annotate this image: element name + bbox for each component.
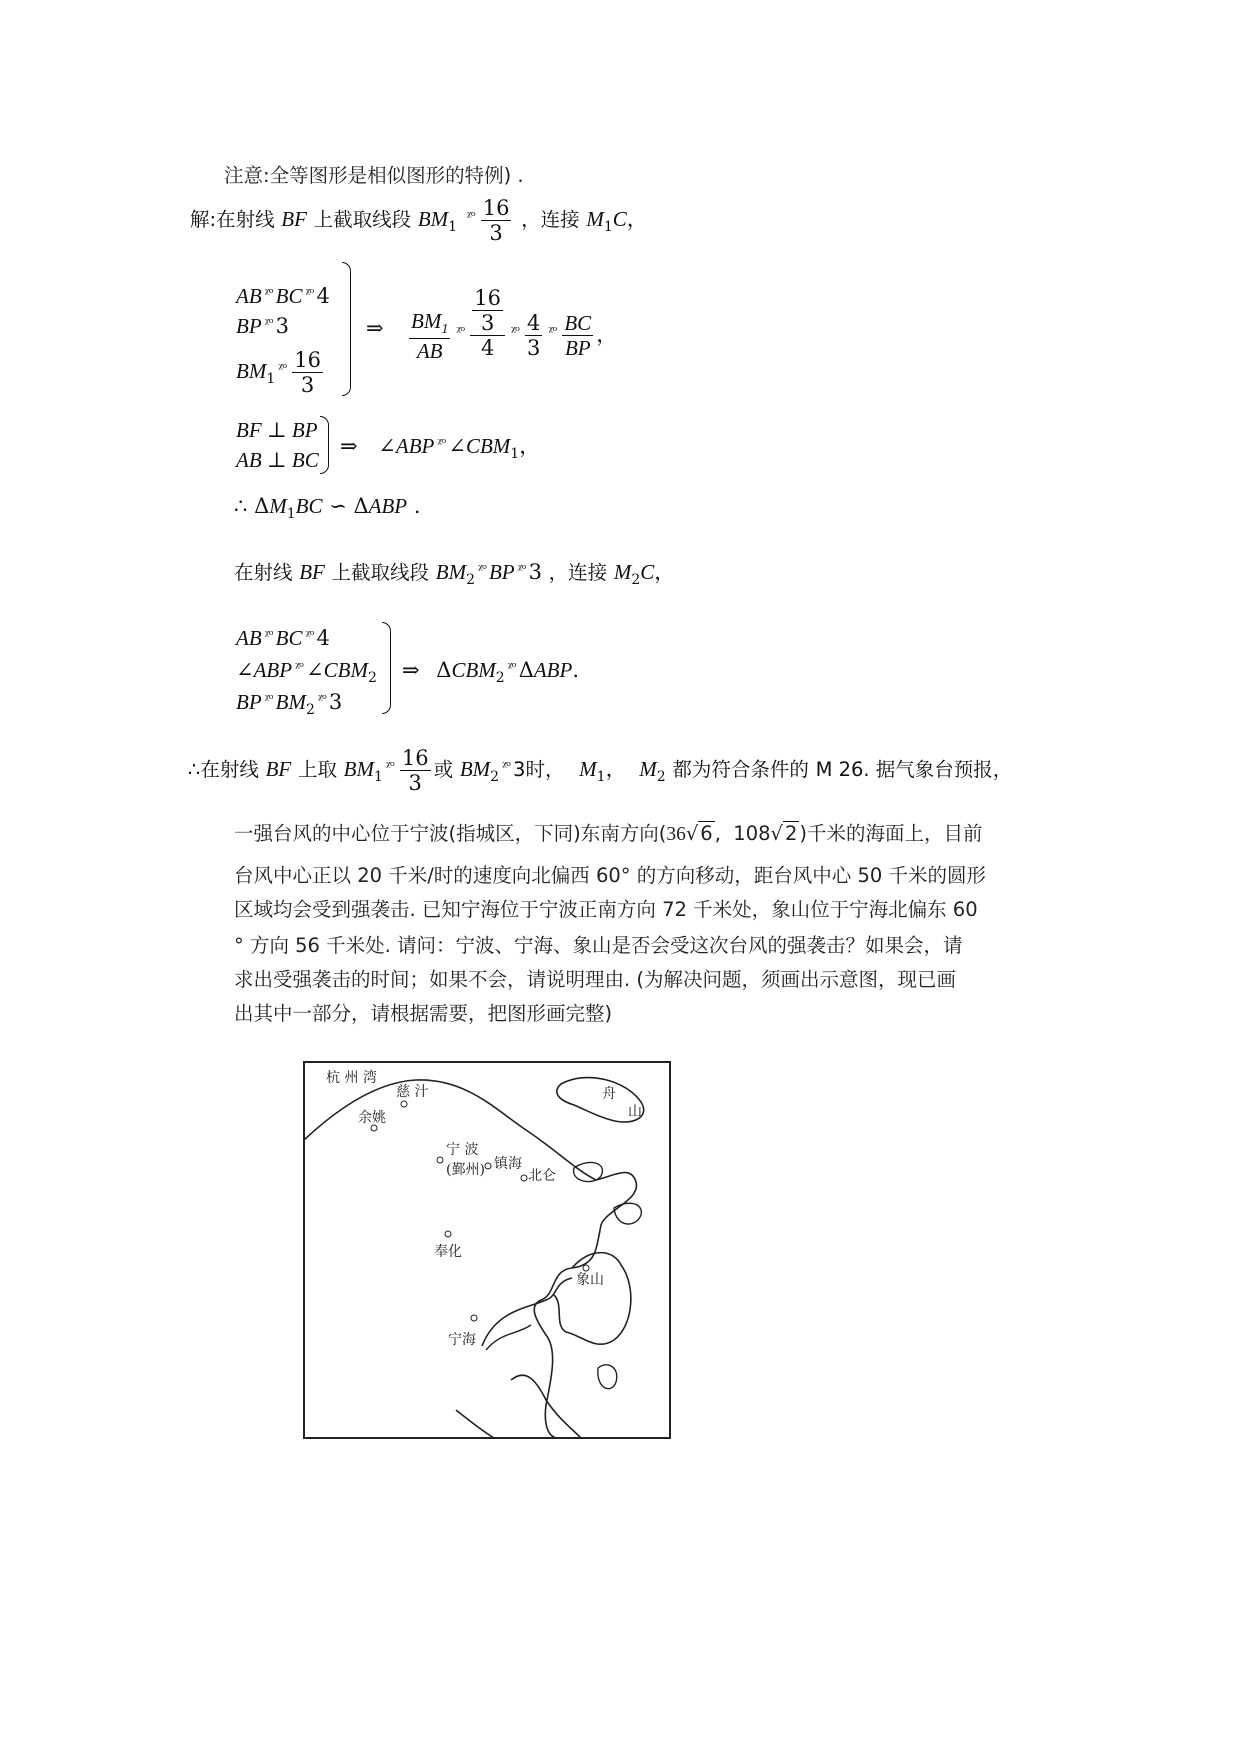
fraction-BM1-AB: [409, 309, 450, 363]
sys3-rhs: [402, 660, 579, 685]
solution-prefix: 解:在射线: [190, 208, 275, 232]
frac-num: 16: [482, 196, 510, 220]
implies-1: ⇒: [366, 316, 384, 340]
label-xiangshan: 象山: [576, 1272, 604, 1288]
sys1-3: 3: [275, 314, 289, 338]
frac-den: AB: [416, 338, 443, 363]
sys3-BC: BC: [275, 626, 303, 650]
sub-2: 2: [466, 572, 475, 588]
therefore-sign: ∴: [234, 494, 248, 518]
map-svg: [296, 1050, 716, 1450]
var-M2: M: [639, 757, 657, 782]
brace-sys1: [342, 262, 351, 396]
eq-glyph: ᵡᵒ: [548, 324, 557, 340]
sys3-line1: [236, 628, 330, 649]
comma: ，: [626, 207, 648, 232]
frac-den: 3: [489, 221, 503, 246]
var-BC: BC: [295, 494, 323, 518]
label-cixi: 慈 汁: [396, 1084, 429, 1100]
sys3-3: 3: [328, 690, 343, 714]
frac-den: 3: [300, 373, 315, 398]
conclusion-line: [188, 746, 1012, 795]
var-BM: BM: [417, 207, 449, 232]
map-figure: [296, 1050, 716, 1450]
comma: ，: [605, 757, 627, 782]
brace-sys3: [382, 622, 391, 714]
var-M: M: [613, 560, 632, 584]
eq-glyph: ᵡᵒ: [502, 759, 511, 775]
var-BP: BP: [488, 560, 515, 584]
eq-glyph: ᵡᵒ: [511, 324, 519, 340]
eq-glyph: ᵡᵒ: [507, 660, 516, 675]
sys2-line1: BF ⊥ BP: [236, 418, 318, 442]
sub-1b: 1: [603, 219, 613, 236]
sub-2: 2: [368, 670, 377, 686]
problem-line1-b: )千米的海面上，目前: [799, 822, 983, 845]
second-cut: [234, 562, 675, 587]
sys1-rhs: [406, 286, 617, 363]
var-M: M: [586, 207, 604, 232]
var-M1: M: [579, 757, 597, 782]
take-text: 上取: [297, 758, 337, 782]
label-yinzhou: (鄞州): [446, 1162, 485, 1178]
var-BM: BM: [459, 757, 491, 782]
frac-den: 4: [480, 336, 495, 361]
implies-3: ⇒: [402, 658, 420, 682]
sys2-line2: AB ⊥ BC: [236, 448, 319, 472]
delta: Δ: [518, 658, 534, 682]
sys1-line3: [236, 348, 326, 397]
eq-glyph: ᵡᵒ: [517, 562, 526, 577]
conclusion-tail: 都为符合条件的: [672, 758, 809, 782]
note-line: 注意:全等图形是相似图形的特例) .: [224, 164, 524, 187]
var-BM: BM: [343, 757, 374, 782]
comma: ，: [654, 560, 676, 584]
sys3-line3: [236, 692, 342, 717]
sub-1: 1: [266, 371, 276, 388]
sub-2: 2: [305, 702, 315, 718]
sub-2: 2: [495, 670, 505, 686]
sys1-4: 4: [316, 284, 330, 308]
label-hangzhou: 杭 州 湾: [326, 1070, 377, 1086]
label-zhoushan: 舟: [602, 1086, 616, 1102]
frac-num: $BM_1$: [409, 309, 450, 339]
var-ABP: ABP: [533, 658, 573, 682]
frac-num: BC: [564, 311, 592, 336]
delta: Δ: [353, 494, 369, 518]
var-CBM: CBM: [451, 658, 496, 682]
connect-text: ，连接: [548, 561, 608, 584]
problem-line-2: 台风中心正以 20 千米/时的速度向北偏西 60° 的方向移动，距台风中心 50 千米的圆形: [234, 864, 986, 887]
problem-line-4: ° 方向 56 千米处. 请问：宁波、宁海、象山是否会受这次台风的强袭击？如果会，请: [234, 934, 963, 957]
cut-text: 上截取线段: [331, 561, 430, 584]
sys2-rhs: [340, 436, 540, 461]
frac-den: 3: [408, 771, 422, 796]
label-fenghua: 奉化: [434, 1244, 462, 1260]
var-BF: BF: [265, 757, 292, 782]
coord-sep: ,: [714, 822, 721, 845]
var-BM: BM: [435, 560, 467, 584]
eq-glyph: ᵡᵒ: [317, 692, 326, 707]
label-yuyao: 余姚: [358, 1110, 386, 1126]
similar-sign: ∽: [329, 494, 347, 518]
inner-den: 3: [480, 311, 495, 336]
comma: ，: [519, 434, 541, 458]
eq-glyph: ᵡᵒ: [264, 316, 273, 331]
eq-glyph: ᵡᵒ: [456, 324, 465, 340]
sys1-BM1: BM: [236, 359, 267, 384]
period: .: [413, 494, 421, 518]
val-3: 3: [528, 560, 542, 584]
fraction-nested: [470, 286, 505, 360]
eq-glyph: ᵡᵒ: [385, 759, 394, 775]
comma: ，: [596, 322, 618, 347]
delta: Δ: [254, 494, 270, 518]
label-beilun: 北仑: [528, 1168, 556, 1184]
problem-line-6: 出其中一部分，请根据需要，把图形画完整): [234, 1002, 613, 1025]
sys1-line2: [236, 316, 289, 337]
label-zhoushan-2: 山: [628, 1104, 642, 1120]
frac-den: BP: [564, 336, 591, 361]
var-ABP: ABP: [368, 494, 408, 518]
eq-glyph: ᵡᵒ: [264, 628, 273, 643]
problem-line-5: 求出受强袭击的时间；如果不会，请说明理由. (为解决问题，须画出示意图，现已画: [234, 968, 957, 991]
solution-intro: [190, 196, 648, 245]
eq-glyph: ᵡᵒ: [295, 660, 304, 675]
problem-line1-a: 一强台风的中心位于宁波(指城区，下同)东南方向(: [234, 822, 667, 845]
eq-glyph: ᵡᵒ: [278, 361, 287, 377]
fraction-4-3: [525, 311, 542, 360]
delta: Δ: [436, 658, 452, 682]
var-BF: BF: [299, 560, 325, 584]
therefore-similar: [234, 496, 421, 521]
time-suffix: 3时，: [513, 758, 565, 782]
implies-2: ⇒: [340, 434, 358, 458]
sys3-BM2: BM: [275, 690, 306, 714]
sys1-AB: AB: [236, 284, 262, 308]
coord-a: 36: [666, 824, 686, 845]
eq-glyph: ᵡᵒ: [478, 562, 486, 577]
label-ningbo: 宁 波: [446, 1142, 479, 1158]
frac-den: 3: [527, 336, 541, 361]
cut-text: 上截取线段: [313, 208, 412, 232]
sys3-angle-ABP: ∠ABP: [236, 658, 293, 682]
sys3-4: 4: [316, 626, 330, 650]
connect-text: ，连接: [521, 208, 580, 232]
fraction-16-3: [400, 746, 431, 795]
eq-glyph: ᵡᵒ: [264, 286, 273, 301]
sub-1: 1: [510, 446, 520, 462]
sub-1: 1: [596, 769, 606, 786]
var-BF: BF: [281, 207, 307, 232]
sub-2: 2: [656, 769, 666, 786]
sys1-line1: [236, 286, 330, 307]
root-a: 6: [700, 822, 713, 845]
or-text: 或: [433, 758, 454, 782]
sub-2: 2: [490, 769, 500, 786]
inner-num: 16: [474, 286, 502, 310]
sub-2: 2: [631, 572, 641, 588]
eq-glyph: ᵡᵒ: [305, 628, 314, 643]
sys3-AB: AB: [236, 626, 262, 650]
angle-CBM1: ∠CBM: [448, 434, 511, 458]
frac-num: 16: [401, 746, 429, 770]
angle-ABP: ∠ABP: [378, 434, 435, 458]
eq-glyph: ᵡᵒ: [264, 692, 273, 707]
label-ninghai: 宁海: [448, 1332, 476, 1348]
eq-glyph: ᵡᵒ: [437, 436, 446, 451]
period: .: [572, 658, 580, 682]
sys3-angle-CBM2: ∠CBM: [306, 658, 368, 682]
var-C: C: [640, 560, 655, 584]
eq-glyph: ᵡᵒ: [466, 209, 475, 225]
sub-1: 1: [286, 506, 296, 522]
fraction-16-3: [481, 196, 512, 245]
problem-line-3: 区域均会受到强袭击. 已知宁海位于宁波正南方向 72 千米处，象山位于宁海北偏东 60: [234, 898, 978, 921]
eq-glyph: ᵡᵒ: [305, 286, 314, 301]
second-cut-prefix: 在射线: [234, 561, 293, 584]
frac-num: 16: [294, 348, 321, 372]
var-M: M: [269, 494, 287, 518]
brace-sys2: [320, 416, 329, 474]
frac-num: 4: [527, 311, 541, 336]
sys3-line2: [236, 660, 377, 685]
var-C: C: [612, 207, 627, 232]
problem-number: M 26. 据气象台预报，: [815, 758, 1013, 782]
sys1-BC: BC: [275, 284, 303, 308]
root-b: 2: [784, 822, 798, 845]
label-zhenhai: 镇海: [494, 1156, 522, 1172]
fraction-BC-BP: [562, 311, 593, 360]
coord-b: 108: [733, 822, 771, 845]
sub-1: 1: [448, 219, 458, 236]
fraction-16-3: [292, 348, 323, 397]
sys3-BP: BP: [236, 690, 262, 714]
frac-num: [470, 286, 505, 336]
problem-line-1: 一强台风的中心位于宁波(指城区，下同)东南方向(36√ 6 , 108√ 2 )千米的海面上，目前: [234, 822, 983, 845]
sub-1: 1: [373, 769, 383, 786]
sys1-BP: BP: [236, 314, 262, 338]
conclusion-prefix: ∴在射线: [188, 758, 259, 782]
